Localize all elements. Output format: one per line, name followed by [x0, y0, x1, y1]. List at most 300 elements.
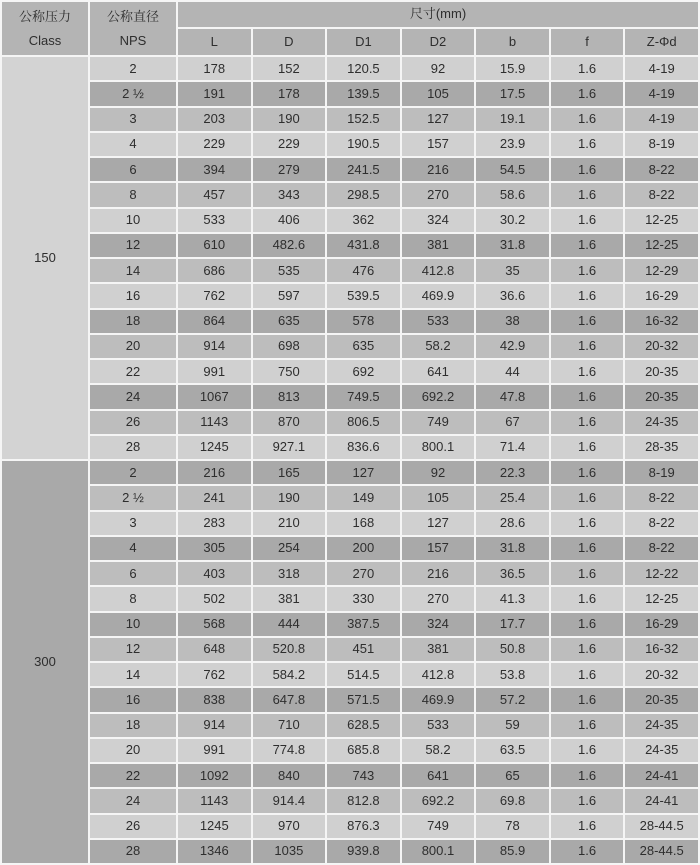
- table-row: [1, 435, 699, 460]
- cell-L: 762: [177, 662, 252, 687]
- cell-L: 1143: [177, 410, 252, 435]
- cell-f: 1.6: [550, 687, 625, 712]
- cell-L: 1092: [177, 763, 252, 788]
- cell-L: 1346: [177, 839, 252, 864]
- table-row: [1, 637, 699, 662]
- cell-z-phid: 20-35: [624, 384, 699, 409]
- cell-L: 241: [177, 485, 252, 510]
- cell-L: 502: [177, 586, 252, 611]
- cell-D: 381: [252, 586, 327, 611]
- cell-b: 71.4: [475, 435, 550, 460]
- cell-b: 78: [475, 814, 550, 839]
- cell-z-phid: 24-35: [624, 738, 699, 763]
- cell-z-phid: 8-22: [624, 536, 699, 561]
- cell-z-phid: 16-29: [624, 283, 699, 308]
- cell-f: 1.6: [550, 561, 625, 586]
- table-row: [1, 460, 699, 485]
- table-row: [1, 334, 699, 359]
- cell-z-phid: 4-19: [624, 56, 699, 81]
- cell-nps: 3: [89, 511, 177, 536]
- cell-D: 914.4: [252, 788, 327, 813]
- cell-z-phid: 12-25: [624, 233, 699, 258]
- cell-b: 65: [475, 763, 550, 788]
- header-size-group: 尺寸(mm): [177, 1, 699, 28]
- cell-L: 178: [177, 56, 252, 81]
- cell-z-phid: 20-32: [624, 334, 699, 359]
- cell-D: 840: [252, 763, 327, 788]
- cell-f: 1.6: [550, 435, 625, 460]
- table-row: [1, 283, 699, 308]
- cell-L: 686: [177, 258, 252, 283]
- cell-D2: 800.1: [401, 435, 476, 460]
- cell-D1: 806.5: [326, 410, 401, 435]
- cell-nps: 10: [89, 208, 177, 233]
- cell-b: 25.4: [475, 485, 550, 510]
- cell-D2: 270: [401, 586, 476, 611]
- cell-f: 1.6: [550, 662, 625, 687]
- cell-L: 991: [177, 359, 252, 384]
- cell-f: 1.6: [550, 536, 625, 561]
- cell-L: 610: [177, 233, 252, 258]
- table-row: [1, 132, 699, 157]
- header-pressure-class: [1, 1, 89, 56]
- cell-D1: 387.5: [326, 612, 401, 637]
- cell-D: 520.8: [252, 637, 327, 662]
- cell-nps: 18: [89, 309, 177, 334]
- cell-b: 57.2: [475, 687, 550, 712]
- cell-z-phid: 16-32: [624, 637, 699, 662]
- cell-D2: 641: [401, 359, 476, 384]
- cell-z-phid: 8-19: [624, 460, 699, 485]
- cell-z-phid: 12-25: [624, 586, 699, 611]
- cell-L: 914: [177, 334, 252, 359]
- header-col-zphid: Z-Φd: [624, 28, 699, 56]
- cell-L: 762: [177, 283, 252, 308]
- cell-f: 1.6: [550, 56, 625, 81]
- cell-D: 535: [252, 258, 327, 283]
- table-row: [1, 586, 699, 611]
- cell-f: 1.6: [550, 208, 625, 233]
- cell-nps: 6: [89, 157, 177, 182]
- cell-D: 970: [252, 814, 327, 839]
- cell-D: 482.6: [252, 233, 327, 258]
- cell-D2: 469.9: [401, 687, 476, 712]
- cell-D: 710: [252, 713, 327, 738]
- table-row: [1, 788, 699, 813]
- cell-f: 1.6: [550, 612, 625, 637]
- table-row: [1, 561, 699, 586]
- cell-f: 1.6: [550, 233, 625, 258]
- cell-D2: 692.2: [401, 788, 476, 813]
- cell-nps: 24: [89, 788, 177, 813]
- cell-D2: 800.1: [401, 839, 476, 864]
- cell-nps: 14: [89, 662, 177, 687]
- cell-D1: 168: [326, 511, 401, 536]
- cell-b: 36.5: [475, 561, 550, 586]
- cell-nps: 28: [89, 839, 177, 864]
- cell-f: 1.6: [550, 157, 625, 182]
- header-nominal-diameter: [89, 1, 177, 56]
- cell-D: 635: [252, 309, 327, 334]
- table-row: [1, 56, 699, 81]
- cell-f: 1.6: [550, 258, 625, 283]
- cell-f: 1.6: [550, 788, 625, 813]
- cell-b: 59: [475, 713, 550, 738]
- header-pressure-cn: 公称压力: [18, 9, 71, 25]
- cell-D: 210: [252, 511, 327, 536]
- cell-D: 1035: [252, 839, 327, 864]
- cell-D2: 412.8: [401, 662, 476, 687]
- cell-f: 1.6: [550, 81, 625, 106]
- cell-nps: 20: [89, 334, 177, 359]
- cell-D2: 533: [401, 713, 476, 738]
- cell-nps: 2 ½: [89, 81, 177, 106]
- cell-D: 750: [252, 359, 327, 384]
- cell-L: 305: [177, 536, 252, 561]
- cell-b: 54.5: [475, 157, 550, 182]
- cell-L: 1067: [177, 384, 252, 409]
- cell-nps: 26: [89, 814, 177, 839]
- cell-f: 1.6: [550, 586, 625, 611]
- cell-D1: 743: [326, 763, 401, 788]
- cell-L: 457: [177, 182, 252, 207]
- cell-f: 1.6: [550, 713, 625, 738]
- cell-D2: 216: [401, 561, 476, 586]
- table-row: [1, 485, 699, 510]
- cell-D2: 412.8: [401, 258, 476, 283]
- cell-L: 533: [177, 208, 252, 233]
- cell-D1: 298.5: [326, 182, 401, 207]
- cell-nps: 10: [89, 612, 177, 637]
- header-col-f: f: [550, 28, 625, 56]
- cell-z-phid: 24-35: [624, 713, 699, 738]
- cell-D2: 105: [401, 485, 476, 510]
- cell-b: 42.9: [475, 334, 550, 359]
- cell-nps: 28: [89, 435, 177, 460]
- cell-D2: 749: [401, 410, 476, 435]
- table-row: [1, 662, 699, 687]
- cell-nps: 12: [89, 233, 177, 258]
- cell-D1: 270: [326, 561, 401, 586]
- cell-z-phid: 28-44.5: [624, 839, 699, 864]
- cell-D: 343: [252, 182, 327, 207]
- cell-nps: 3: [89, 107, 177, 132]
- cell-D1: 685.8: [326, 738, 401, 763]
- table-row: [1, 309, 699, 334]
- header-col-b: b: [475, 28, 550, 56]
- cell-nps: 16: [89, 687, 177, 712]
- table-row: [1, 763, 699, 788]
- cell-nps: 26: [89, 410, 177, 435]
- cell-L: 914: [177, 713, 252, 738]
- header-col-D2: D2: [401, 28, 476, 56]
- cell-z-phid: 24-41: [624, 788, 699, 813]
- cell-D2: 324: [401, 612, 476, 637]
- cell-b: 58.6: [475, 182, 550, 207]
- cell-z-phid: 28-35: [624, 435, 699, 460]
- cell-b: 17.7: [475, 612, 550, 637]
- cell-nps: 6: [89, 561, 177, 586]
- cell-D: 165: [252, 460, 327, 485]
- cell-nps: 20: [89, 738, 177, 763]
- cell-f: 1.6: [550, 107, 625, 132]
- cell-b: 53.8: [475, 662, 550, 687]
- cell-D2: 127: [401, 107, 476, 132]
- cell-D: 774.8: [252, 738, 327, 763]
- cell-L: 1245: [177, 814, 252, 839]
- cell-b: 69.8: [475, 788, 550, 813]
- table-row: [1, 107, 699, 132]
- cell-z-phid: 12-25: [624, 208, 699, 233]
- cell-D: 597: [252, 283, 327, 308]
- cell-nps: 2: [89, 56, 177, 81]
- table-row: [1, 182, 699, 207]
- table-row: [1, 157, 699, 182]
- cell-f: 1.6: [550, 309, 625, 334]
- cell-z-phid: 24-35: [624, 410, 699, 435]
- cell-z-phid: 8-22: [624, 511, 699, 536]
- cell-z-phid: 4-19: [624, 81, 699, 106]
- cell-z-phid: 20-32: [624, 662, 699, 687]
- cell-L: 1245: [177, 435, 252, 460]
- cell-z-phid: 20-35: [624, 687, 699, 712]
- cell-f: 1.6: [550, 511, 625, 536]
- header-pressure-en: Class: [28, 32, 62, 48]
- cell-f: 1.6: [550, 283, 625, 308]
- cell-D2: 749: [401, 814, 476, 839]
- cell-D2: 270: [401, 182, 476, 207]
- cell-D1: 190.5: [326, 132, 401, 157]
- cell-f: 1.6: [550, 359, 625, 384]
- cell-nps: 2 ½: [89, 485, 177, 510]
- cell-f: 1.6: [550, 460, 625, 485]
- cell-D1: 514.5: [326, 662, 401, 687]
- cell-D1: 939.8: [326, 839, 401, 864]
- table-row: [1, 233, 699, 258]
- cell-D1: 152.5: [326, 107, 401, 132]
- cell-L: 229: [177, 132, 252, 157]
- cell-D1: 628.5: [326, 713, 401, 738]
- table-row: [1, 738, 699, 763]
- cell-b: 31.8: [475, 233, 550, 258]
- cell-z-phid: 12-29: [624, 258, 699, 283]
- cell-z-phid: 16-29: [624, 612, 699, 637]
- cell-D1: 451: [326, 637, 401, 662]
- cell-b: 41.3: [475, 586, 550, 611]
- cell-L: 394: [177, 157, 252, 182]
- table-row: [1, 208, 699, 233]
- cell-D: 229: [252, 132, 327, 157]
- cell-D2: 692.2: [401, 384, 476, 409]
- table-row: [1, 536, 699, 561]
- cell-D1: 578: [326, 309, 401, 334]
- cell-b: 17.5: [475, 81, 550, 106]
- cell-D1: 476: [326, 258, 401, 283]
- cell-D: 178: [252, 81, 327, 106]
- table-row: [1, 839, 699, 864]
- pressure-class-cell: 300: [1, 460, 89, 864]
- cell-nps: 18: [89, 713, 177, 738]
- cell-nps: 22: [89, 359, 177, 384]
- cell-b: 38: [475, 309, 550, 334]
- table-row: [1, 713, 699, 738]
- cell-b: 63.5: [475, 738, 550, 763]
- cell-D2: 533: [401, 309, 476, 334]
- cell-D2: 58.2: [401, 738, 476, 763]
- cell-f: 1.6: [550, 637, 625, 662]
- cell-nps: 8: [89, 586, 177, 611]
- table-row: [1, 612, 699, 637]
- cell-z-phid: 8-19: [624, 132, 699, 157]
- header-diameter-cn: 公称直径: [106, 9, 159, 25]
- cell-L: 216: [177, 460, 252, 485]
- cell-b: 23.9: [475, 132, 550, 157]
- cell-z-phid: 12-22: [624, 561, 699, 586]
- cell-L: 191: [177, 81, 252, 106]
- cell-L: 568: [177, 612, 252, 637]
- cell-f: 1.6: [550, 132, 625, 157]
- cell-z-phid: 16-32: [624, 309, 699, 334]
- cell-nps: 16: [89, 283, 177, 308]
- cell-b: 31.8: [475, 536, 550, 561]
- cell-z-phid: 24-41: [624, 763, 699, 788]
- cell-b: 36.6: [475, 283, 550, 308]
- pressure-class-cell: 150: [1, 56, 89, 460]
- cell-D: 318: [252, 561, 327, 586]
- cell-D: 584.2: [252, 662, 327, 687]
- table-body: [1, 56, 699, 864]
- cell-b: 28.6: [475, 511, 550, 536]
- cell-f: 1.6: [550, 738, 625, 763]
- cell-nps: 4: [89, 132, 177, 157]
- cell-D: 190: [252, 107, 327, 132]
- cell-D1: 200: [326, 536, 401, 561]
- table-row: [1, 410, 699, 435]
- cell-b: 35: [475, 258, 550, 283]
- cell-D2: 641: [401, 763, 476, 788]
- cell-f: 1.6: [550, 839, 625, 864]
- cell-D2: 105: [401, 81, 476, 106]
- cell-L: 864: [177, 309, 252, 334]
- cell-D: 698: [252, 334, 327, 359]
- cell-D1: 876.3: [326, 814, 401, 839]
- cell-D1: 431.8: [326, 233, 401, 258]
- cell-b: 22.3: [475, 460, 550, 485]
- cell-nps: 2: [89, 460, 177, 485]
- cell-D2: 92: [401, 56, 476, 81]
- cell-nps: 8: [89, 182, 177, 207]
- cell-D: 406: [252, 208, 327, 233]
- table-row: [1, 511, 699, 536]
- cell-D1: 749.5: [326, 384, 401, 409]
- cell-D: 444: [252, 612, 327, 637]
- cell-f: 1.6: [550, 410, 625, 435]
- cell-D2: 381: [401, 637, 476, 662]
- cell-D1: 241.5: [326, 157, 401, 182]
- cell-nps: 24: [89, 384, 177, 409]
- cell-f: 1.6: [550, 814, 625, 839]
- cell-D: 813: [252, 384, 327, 409]
- cell-L: 283: [177, 511, 252, 536]
- header-diameter-en: NPS: [119, 32, 147, 48]
- cell-f: 1.6: [550, 763, 625, 788]
- cell-D1: 362: [326, 208, 401, 233]
- cell-D1: 120.5: [326, 56, 401, 81]
- cell-b: 19.1: [475, 107, 550, 132]
- cell-D1: 330: [326, 586, 401, 611]
- cell-D2: 58.2: [401, 334, 476, 359]
- cell-L: 838: [177, 687, 252, 712]
- cell-D1: 149: [326, 485, 401, 510]
- cell-z-phid: 8-22: [624, 485, 699, 510]
- header-col-D1: D1: [326, 28, 401, 56]
- cell-D: 927.1: [252, 435, 327, 460]
- cell-b: 67: [475, 410, 550, 435]
- cell-nps: 22: [89, 763, 177, 788]
- cell-nps: 12: [89, 637, 177, 662]
- cell-D1: 139.5: [326, 81, 401, 106]
- cell-D1: 571.5: [326, 687, 401, 712]
- cell-b: 50.8: [475, 637, 550, 662]
- cell-z-phid: 4-19: [624, 107, 699, 132]
- cell-f: 1.6: [550, 182, 625, 207]
- cell-D: 279: [252, 157, 327, 182]
- cell-L: 203: [177, 107, 252, 132]
- cell-b: 85.9: [475, 839, 550, 864]
- cell-D1: 812.8: [326, 788, 401, 813]
- cell-b: 44: [475, 359, 550, 384]
- cell-f: 1.6: [550, 384, 625, 409]
- cell-D2: 469.9: [401, 283, 476, 308]
- cell-nps: 14: [89, 258, 177, 283]
- table-row: [1, 687, 699, 712]
- cell-D1: 692: [326, 359, 401, 384]
- header-group-row: [1, 1, 699, 28]
- table-row: [1, 258, 699, 283]
- cell-L: 648: [177, 637, 252, 662]
- cell-D2: 127: [401, 511, 476, 536]
- cell-D2: 92: [401, 460, 476, 485]
- cell-D2: 324: [401, 208, 476, 233]
- cell-z-phid: 20-35: [624, 359, 699, 384]
- table-row: [1, 384, 699, 409]
- cell-D2: 216: [401, 157, 476, 182]
- header-col-L: L: [177, 28, 252, 56]
- cell-D2: 157: [401, 132, 476, 157]
- cell-L: 1143: [177, 788, 252, 813]
- cell-b: 30.2: [475, 208, 550, 233]
- cell-z-phid: 28-44.5: [624, 814, 699, 839]
- cell-D: 254: [252, 536, 327, 561]
- cell-D: 152: [252, 56, 327, 81]
- cell-L: 403: [177, 561, 252, 586]
- table-row: [1, 359, 699, 384]
- table-row: [1, 81, 699, 106]
- cell-D: 870: [252, 410, 327, 435]
- cell-D1: 127: [326, 460, 401, 485]
- cell-L: 991: [177, 738, 252, 763]
- cell-D: 647.8: [252, 687, 327, 712]
- cell-D1: 539.5: [326, 283, 401, 308]
- cell-z-phid: 8-22: [624, 182, 699, 207]
- cell-D: 190: [252, 485, 327, 510]
- cell-D1: 635: [326, 334, 401, 359]
- table-row: [1, 814, 699, 839]
- cell-nps: 4: [89, 536, 177, 561]
- cell-b: 15.9: [475, 56, 550, 81]
- cell-D2: 157: [401, 536, 476, 561]
- cell-D2: 381: [401, 233, 476, 258]
